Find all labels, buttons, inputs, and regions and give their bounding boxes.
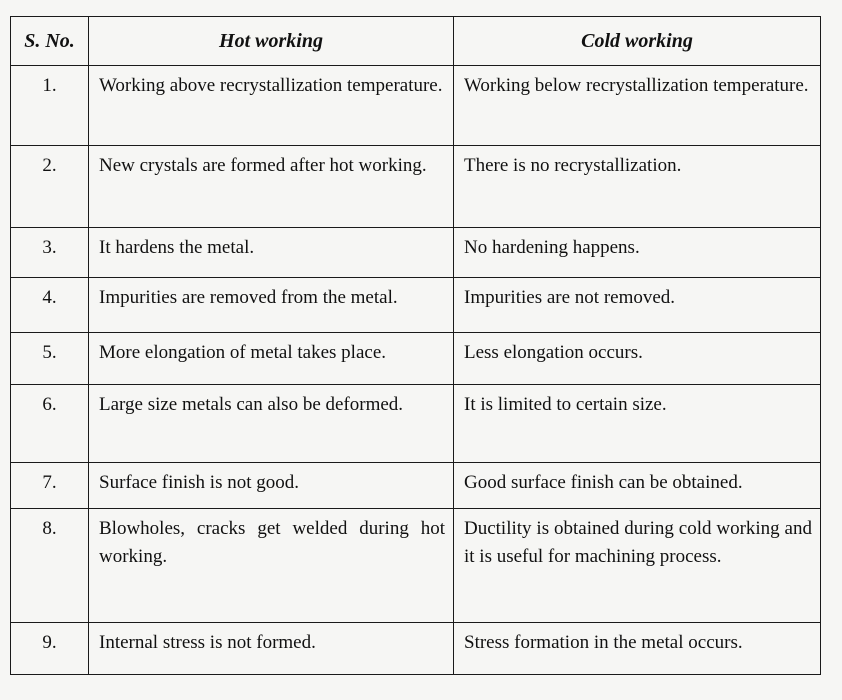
header-row xyxy=(11,17,821,66)
row-number: 7. xyxy=(11,463,89,509)
header-sno: S. No. xyxy=(11,17,89,66)
cold-working-cell: It is limited to certain size. xyxy=(454,385,821,463)
hot-working-cell: New crystals are formed after hot working. xyxy=(89,146,454,228)
cold-working-cell: Less elongation occurs. xyxy=(454,333,821,385)
cold-working-cell: There is no recrystallization. xyxy=(454,146,821,228)
table-row xyxy=(11,228,821,278)
cold-working-cell: No hardening happens. xyxy=(454,228,821,278)
cold-working-cell: Stress formation in the metal occurs. xyxy=(454,623,821,675)
row-number: 6. xyxy=(11,385,89,463)
hot-working-cell: Surface finish is not good. xyxy=(89,463,454,509)
row-number: 2. xyxy=(11,146,89,228)
table-row xyxy=(11,66,821,146)
hot-working-cell: Impurities are removed from the metal. xyxy=(89,278,454,333)
cold-working-cell: Working below recrystallization temperature. xyxy=(454,66,821,146)
hot-working-cell: Internal stress is not formed. xyxy=(89,623,454,675)
hot-working-cell: Working above recrystallization temperature. xyxy=(89,66,454,146)
cold-working-cell: Good surface finish can be obtained. xyxy=(454,463,821,509)
table-row xyxy=(11,385,821,463)
hot-working-cell: Large size metals can also be deformed. xyxy=(89,385,454,463)
hot-working-cell: Blowholes, cracks get welded during hot working. xyxy=(89,509,454,623)
row-number: 4. xyxy=(11,278,89,333)
row-number: 8. xyxy=(11,509,89,623)
table-row xyxy=(11,333,821,385)
comparison-table xyxy=(10,16,821,675)
table-row xyxy=(11,623,821,675)
cold-working-cell: Ductility is obtained during cold working and it is useful for machining process. xyxy=(454,509,821,623)
hot-working-cell: It hardens the metal. xyxy=(89,228,454,278)
header-hot-working: Hot working xyxy=(89,17,454,66)
row-number: 5. xyxy=(11,333,89,385)
table-row xyxy=(11,509,821,623)
table-row xyxy=(11,278,821,333)
row-number: 1. xyxy=(11,66,89,146)
header-cold-working: Cold working xyxy=(454,17,821,66)
table-row xyxy=(11,463,821,509)
row-number: 9. xyxy=(11,623,89,675)
table-row xyxy=(11,146,821,228)
row-number: 3. xyxy=(11,228,89,278)
hot-working-cell: More elongation of metal takes place. xyxy=(89,333,454,385)
cold-working-cell: Impurities are not removed. xyxy=(454,278,821,333)
